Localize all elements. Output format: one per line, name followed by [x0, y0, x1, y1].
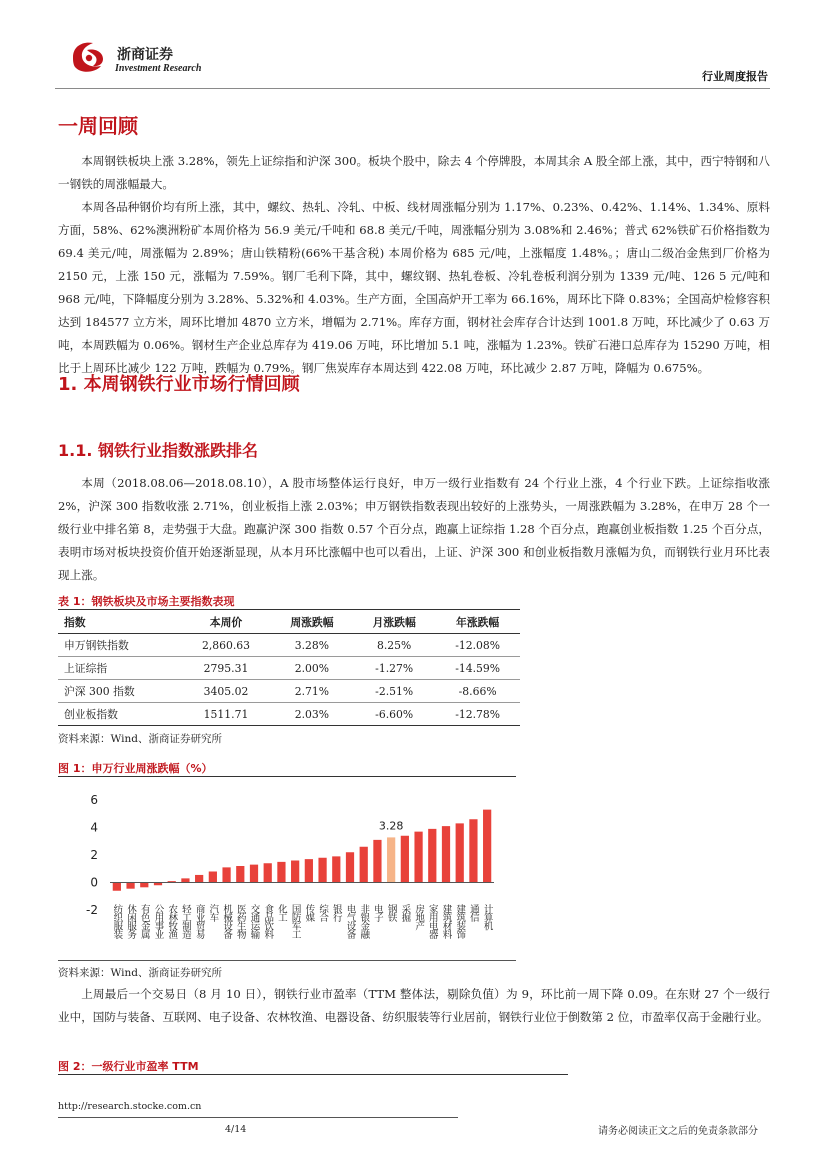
category-label: 机械设备 [221, 904, 233, 938]
table-cell: 2795.31 [181, 657, 271, 680]
figure1-bottom-rule [58, 960, 516, 961]
bar [456, 823, 464, 882]
category-label: 建筑材料 [440, 904, 452, 938]
table-header-cell: 月涨跌幅 [353, 612, 435, 634]
category-label: 公用事业 [152, 904, 164, 938]
category-label: 综合 [317, 904, 329, 921]
bar [469, 819, 477, 882]
table-cell: 2.00% [271, 657, 353, 680]
category-label: 房地产 [413, 904, 425, 930]
table-cell: -8.66% [435, 680, 520, 703]
bar [264, 863, 272, 882]
bar [318, 858, 326, 883]
category-label: 银行 [330, 904, 342, 921]
figure1-caption-rule [58, 776, 516, 777]
bar [126, 883, 134, 889]
category-label: 非银金融 [358, 904, 370, 938]
category-label: 采掘 [399, 904, 411, 921]
table-cell: 2.03% [271, 703, 353, 726]
bar [305, 859, 313, 882]
bar [250, 865, 258, 883]
bar [332, 856, 340, 882]
subsection-title-index-ranking: 1.1. 钢铁行业指数涨跌排名 [58, 441, 258, 460]
review-paragraph-1: 本周钢铁板块上涨 3.28%，领先上证综指和沪深 300。板块个股中，除去 4 个停牌股，本周其余 A 股全部上涨，其中，西宁特钢和八一钢铁的周涨幅最大。 [58, 154, 770, 191]
table-row [58, 657, 520, 680]
disclaimer-note: 请务必阅读正文之后的免责条款部分 [598, 1126, 758, 1137]
bar [181, 878, 189, 882]
figure2-caption-rule [58, 1074, 568, 1075]
table-cell: -1.27% [353, 657, 435, 680]
table-cell: 3.28% [271, 634, 353, 657]
category-label: 化工 [275, 904, 287, 921]
index-performance-table [58, 612, 520, 726]
footer-divider [58, 1117, 458, 1118]
table-header-row [58, 612, 520, 634]
footer-url: http://research.stocke.com.cn [58, 1101, 202, 1112]
bar [222, 867, 230, 882]
y-tick-label: -2 [86, 903, 98, 917]
table-cell: -12.08% [435, 634, 520, 657]
section-title-review: 一周回顾 [58, 114, 138, 138]
table-cell: 2,860.63 [181, 634, 271, 657]
table1-caption-rule [58, 609, 520, 610]
bar [236, 866, 244, 883]
table-cell: 3405.02 [181, 680, 271, 703]
bar [442, 826, 450, 882]
table-cell: 创业板指数 [58, 703, 181, 726]
table-cell: 申万钢铁指数 [58, 634, 181, 657]
pe-paragraph: 上周最后一个交易日（8 月 10 日），钢铁行业市盈率（TTM 整体法，剔除负值）为 9，环比前一周下降 0.09。在东财 27 个一级行业中，国防与装备、互联网、电子设备、农林牧渔、电器设备、纺织服装等行业居前，钢铁行业位于倒数第 2 位，市盈率仅高于金融行业。 [58, 987, 770, 1024]
table-cell: -2.51% [353, 680, 435, 703]
category-label: 农林牧渔 [166, 904, 178, 938]
table1-source: 资料来源：Wind、浙商证券研究所 [58, 733, 222, 745]
category-label: 建筑装饰 [454, 904, 466, 938]
report-type: 行业周度报告 [702, 70, 768, 83]
figure1-caption: 图 1：申万行业周涨跌幅（%） [58, 762, 213, 775]
table-cell: 沪深 300 指数 [58, 680, 181, 703]
bar [195, 875, 203, 883]
category-label: 计算机 [481, 904, 493, 930]
category-label: 通信 [467, 904, 479, 921]
table1-caption: 表 1：钢铁板块及市场主要指数表现 [58, 595, 235, 608]
bar [483, 810, 491, 883]
category-label: 国防军工 [289, 904, 301, 938]
bar [360, 847, 368, 883]
y-tick-label: 0 [90, 875, 98, 890]
table-header-cell: 本周价 [181, 612, 271, 634]
bar [346, 852, 354, 882]
bar [140, 883, 148, 888]
bar [387, 837, 395, 882]
bar [291, 861, 299, 883]
company-logo [65, 40, 109, 74]
y-tick-label: 6 [90, 793, 98, 807]
category-label: 纺织服装 [111, 904, 123, 938]
category-label: 传媒 [303, 904, 315, 921]
bar [414, 832, 422, 883]
y-tick-label: 2 [90, 848, 98, 862]
table-header-cell: 周涨跌幅 [271, 612, 353, 634]
category-label: 电子 [371, 904, 383, 921]
category-label: 轻工制造 [179, 904, 191, 938]
market-paragraph: 本周（2018.08.06—2018.08.10），A 股市场整体运行良好，申万一级行业指数有 24 个行业上涨，4 个行业下跌。上证综指收涨 2%，沪深 300 指数收涨 2.71%，创业板指上涨 2.03%；申万钢铁指数表现出较好的上涨势头，一周涨跌幅为 3.28%，在申万 28 个一级行业中排名第 8，走势强于大盘。跑赢沪深 300 指数 0.57 个百分点，跑赢上证综指 1.28 个百分点，跑赢创业板指数 1.25 个百分点，表明市场对板块投资价值开始逐渐显现，从本月环比涨幅中也可以看出，上证、沪深 300 和创业板指数月涨幅为负，而钢铁行业月环比表现上涨。 [58, 476, 770, 582]
category-label: 汽车 [207, 904, 219, 921]
header-divider [55, 88, 770, 89]
figure1-source: 资料来源：Wind、浙商证券研究所 [58, 967, 222, 979]
bar [209, 872, 217, 883]
y-tick-label: 4 [90, 820, 98, 835]
review-paragraph-2: 本周各品种钢价均有所上涨，其中，螺纹、热轧、冷轧、中板、线材周涨幅分别为 1.17%、0.23%、0.42%、1.14%、1.34%、原料方面，58%、62%澳洲粉矿本周价格为 56.9 美元/千吨和 68.8 美元/千吨，周涨幅分别为 3.08%和 2.46%；普式 62%铁矿石价格指数为 69.4 美元/吨，周涨幅为 2.89%；唐山铁精粉(66%干基含税) 本周价格为 685 元/吨，上涨幅度 1.48%。；唐山二级冶金焦到厂价格为 2150 元，上涨 150 元，涨幅为 7.59%。钢厂毛利下降，其中，螺纹钢、热轧卷板、冷轧卷板利润分别为 1339 元/吨、126 5 元/吨和 968 元/吨，下降幅度分别为 3.28%、5.32%和 4.03%。生产方面，全国高炉开工率为 66.16%，周环比下降 0.83%；全国高炉检修容积达到 184577 立方米，周环比增加 4870 立方米，增幅为 2.71%。库存方面，钢材社会库存合计达到 1001.8 万吨，环比减少了 0.63 万吨，本周跌幅为 0.06%。钢材生产企业总库存为 419.06 万吨，环比增加 5.1 吨，涨幅为 1.23%。铁矿石港口总库存为 15290 万吨，相比于上周环比减少 122 万吨，跌幅为 0.79%。钢厂焦炭库存本周达到 422.08 万吨，环比减少 2.87 万吨，降幅为 0.675%。 [58, 200, 770, 375]
table-cell: -12.78% [435, 703, 520, 726]
table-row [58, 703, 520, 726]
category-label: 休闲服务 [125, 904, 137, 938]
table-cell: -6.60% [353, 703, 435, 726]
category-label: 商业贸易 [193, 904, 205, 938]
table-cell: 2.71% [271, 680, 353, 703]
bar [373, 840, 381, 883]
section-title-market-review: 1. 本周钢铁行业市场行情回顾 [58, 374, 300, 395]
table-cell: 1511.71 [181, 703, 271, 726]
page-number: 4/14 [225, 1124, 247, 1135]
company-name-en: Investment Research [115, 63, 202, 74]
table-row [58, 634, 520, 657]
bar [428, 829, 436, 883]
table-cell: 8.25% [353, 634, 435, 657]
data-label: 3.28 [378, 819, 404, 833]
table-cell: 上证综指 [58, 657, 181, 680]
category-label: 家用电器 [426, 904, 438, 938]
category-label: 钢铁 [385, 904, 397, 921]
category-label: 交通运输 [248, 904, 260, 938]
category-label: 食品饮料 [262, 904, 274, 938]
category-label: 医药生物 [234, 904, 246, 938]
table-header-cell: 年涨跌幅 [435, 612, 520, 634]
table-cell: -14.59% [435, 657, 520, 680]
category-label: 有色金属 [138, 904, 150, 938]
industry-weekly-change-chart [58, 782, 518, 957]
bar [401, 836, 409, 883]
table-header-cell: 指数 [58, 612, 181, 634]
bar [277, 862, 285, 883]
category-label: 电气设备 [344, 904, 356, 938]
table-row [58, 680, 520, 703]
company-name-cn: 浙商证券 [117, 47, 173, 63]
bar [113, 883, 121, 891]
figure2-caption: 图 2：一级行业市盈率 TTM [58, 1060, 199, 1073]
